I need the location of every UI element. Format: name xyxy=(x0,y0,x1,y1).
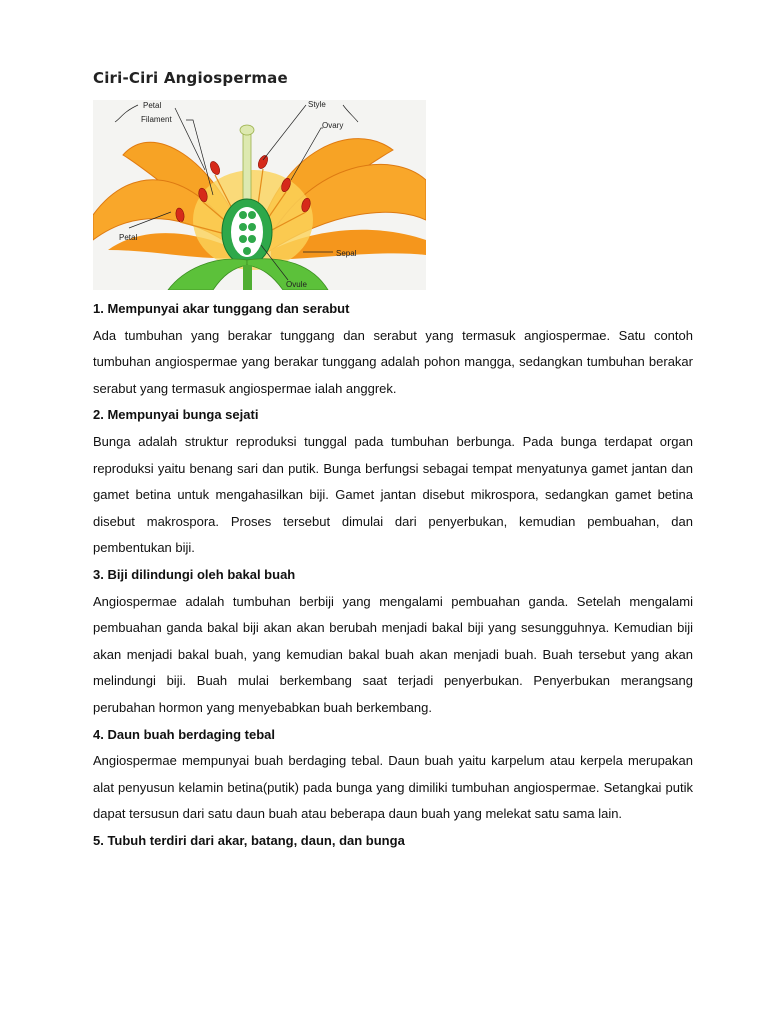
section-body: Angiospermae mempunyai buah berdaging tebal. Daun buah yaitu karpelum atau kerpela merupakan alat penyusun kelamin betina(putik) pada bunga yang dimiliki tumbuhan angiospermae. Setangkai putik dapat tersusun dari satu daun buah atau beberapa daun buah yang melekat satu sama lain. xyxy=(93,753,693,822)
label-ovule: Ovule xyxy=(286,280,307,289)
label-ovary: Ovary xyxy=(322,121,344,130)
label-petal-top: Petal xyxy=(143,101,162,110)
section-heading: 1. Mempunyai akar tunggang dan serabut xyxy=(93,301,350,316)
flower-illustration xyxy=(93,100,426,290)
section-body: Bunga adalah struktur reproduksi tunggal pada tumbuhan berbunga. Pada bunga terdapat organ reproduksi yaitu benang sari dan putik. Bunga berfungsi sebagai tempat menyatunya gamet jantan dan gamet betina untuk mengahasilkan biji. Gamet jantan disebut mikrospora, sedangkan gamet betina disebut makrospora. Proses tersebut dimulai dari penyerbukan, kemudian pembuahan, dan pembentukan biji. xyxy=(93,433,693,556)
section-heading: 2. Mempunyai bunga sejati xyxy=(93,407,259,423)
label-style: Style xyxy=(308,100,326,109)
section-heading: 5. Tubuh terdiri dari akar, batang, daun, dan bunga xyxy=(93,832,405,848)
page-title: Ciri-Ciri Angiospermae xyxy=(93,69,288,87)
flower-diagram xyxy=(93,100,426,290)
section-body: Ada tumbuhan yang berakar tunggang dan serabut yang termasuk angiospermae. Satu contoh tumbuhan angiospermae yang berakar tunggang adalah pohon mangga, sedangkan tumbuhan berakar serabut yang termasuk angiospermae ialah anggrek. xyxy=(93,327,693,396)
section-body: Angiospermae adalah tumbuhan berbiji yang mengalami pembuahan ganda. Setelah mengalami pembuahan ganda bakal biji akan akan berubah menjadi bakal biji yang sesungguhnya. Kemudian biji akan menjadi bakal buah, yang kemudian bakal buah akan menjadi buah. Buah tersebut yang akan melindungi biji. Buah mulai berkembang saat terjadi penyerbukan. Penyerbukan merangsang perubahan hormon yang menyebabkan buah berkembang. xyxy=(93,593,693,715)
label-sepal: Sepal xyxy=(336,249,357,258)
section-heading: 3. Biji dilindungi oleh bakal buah xyxy=(93,566,296,582)
article-body xyxy=(93,296,693,854)
label-petal: Petal xyxy=(119,233,138,242)
section-heading: 4. Daun buah berdaging tebal xyxy=(93,726,276,742)
label-filament: Filament xyxy=(141,115,172,124)
